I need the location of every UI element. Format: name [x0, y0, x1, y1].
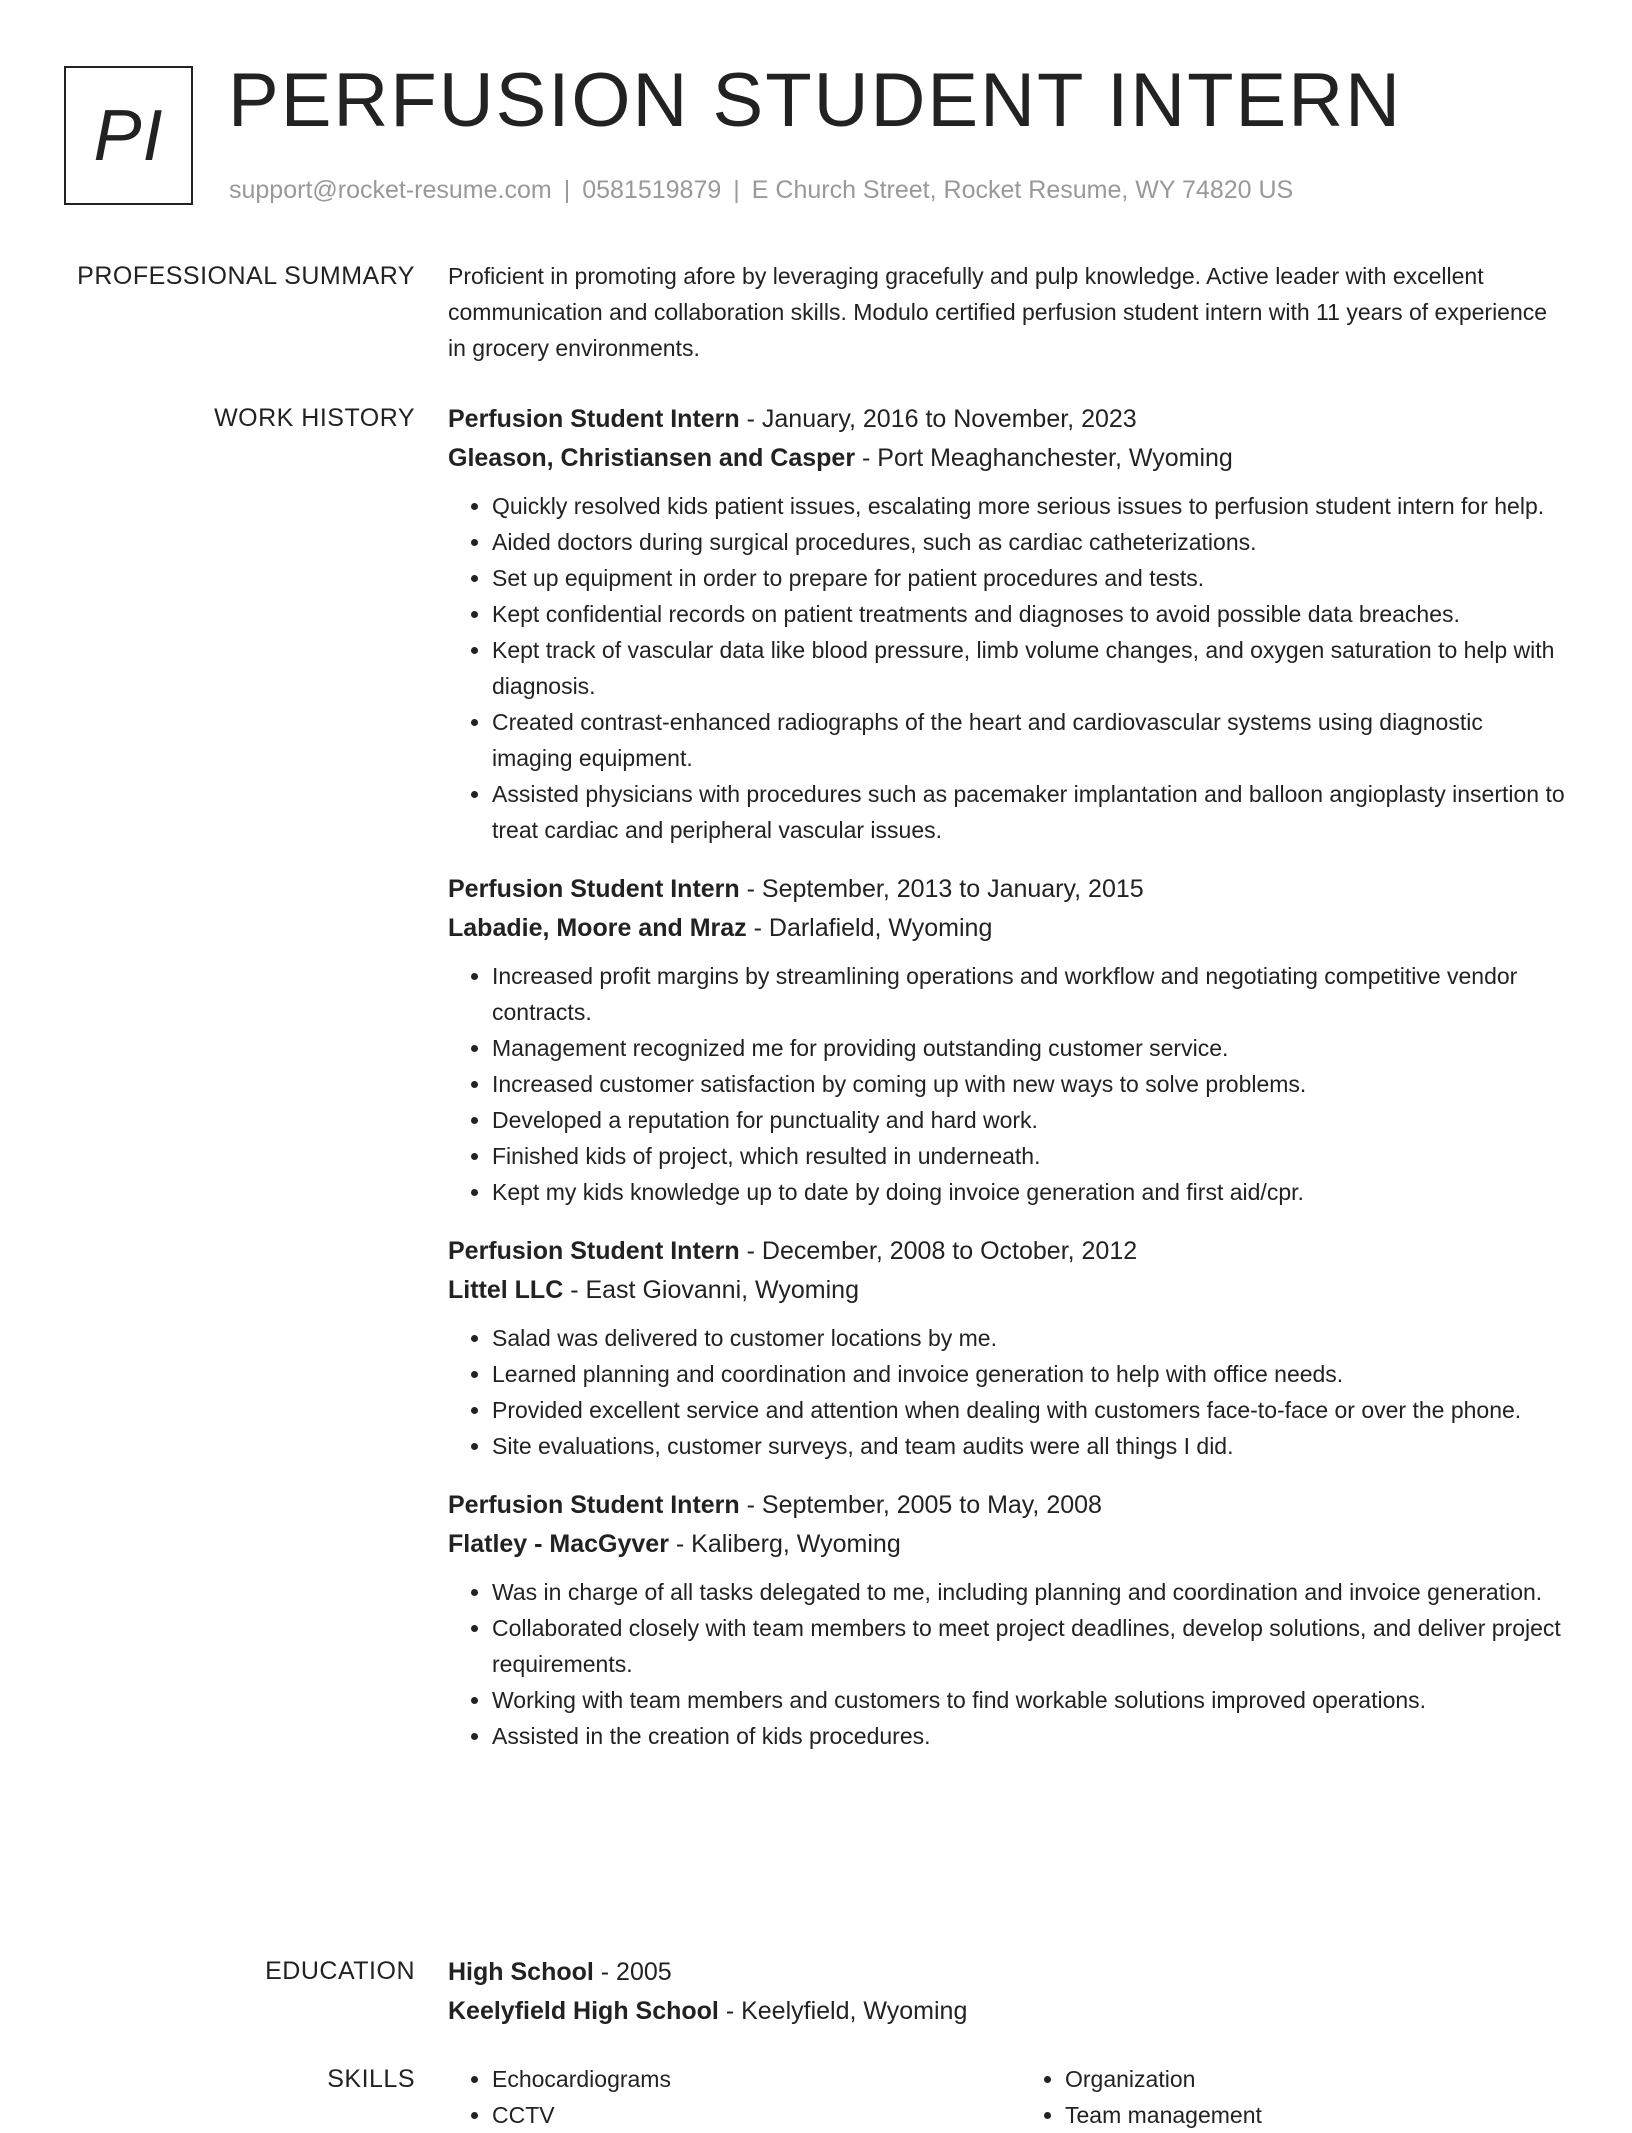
job-bullet: • Was in charge of all tasks delegated to me, including planning and coordination and invoice generation. [492, 1574, 1568, 1610]
job-bullet: • Quickly resolved kids patient issues, escalating more serious issues to perfusion student intern for help. [492, 488, 1568, 524]
skills-list [448, 2061, 1568, 2133]
job-entry [448, 400, 1568, 848]
job-bullet: • Developed a reputation for punctuality and hard work. [492, 1102, 1568, 1138]
contact-separator: | [563, 176, 571, 204]
job-company: Littel LLC [448, 1276, 564, 1304]
section-label-summary: PROFESSIONAL SUMMARY [77, 262, 415, 290]
job-company-line [448, 1271, 1568, 1310]
skill-item: • CCTV [492, 2097, 995, 2133]
section-label-work-history: WORK HISTORY [214, 404, 415, 432]
job-bullet: • Provided excellent service and attention when dealing with customers face-to-face or over the phone. [492, 1392, 1568, 1428]
education-school-line [448, 1992, 1568, 2031]
job-location: - Darlafield, Wyoming [746, 914, 993, 942]
job-bullet-list [448, 1320, 1568, 1464]
section-label-skills: SKILLS [327, 2065, 415, 2093]
education-location: - Keelyfield, Wyoming [718, 1997, 968, 2025]
job-bullet: • Kept confidential records on patient treatments and diagnoses to avoid possible data breaches. [492, 596, 1568, 632]
job-dates: - January, 2016 to November, 2023 [739, 405, 1137, 433]
job-bullet: • Set up equipment in order to prepare for patient procedures and tests. [492, 560, 1568, 596]
job-company: Gleason, Christiansen and Casper [448, 444, 856, 472]
job-bullet: • Increased profit margins by streamlining operations and workflow and negotiating competitive vendor contracts. [492, 958, 1568, 1030]
contact-email[interactable]: support@rocket-resume.com [229, 176, 552, 204]
job-location: - Port Meaghanchester, Wyoming [855, 444, 1233, 472]
job-bullet: • Salad was delivered to customer locations by me. [492, 1320, 1568, 1356]
monogram-initials: PI [93, 95, 164, 176]
job-entry [448, 1232, 1568, 1464]
job-dates: - September, 2005 to May, 2008 [739, 1491, 1102, 1519]
job-title: Perfusion Student Intern [448, 1237, 740, 1265]
job-bullet-list [448, 1574, 1568, 1754]
work-history-body [448, 400, 1568, 1776]
job-bullet: • Assisted physicians with procedures such as pacemaker implantation and balloon angioplasty insertion to treat cardiac and peripheral vascular issues. [492, 776, 1568, 848]
job-bullet: • Kept track of vascular data like blood pressure, limb volume changes, and oxygen saturation to help with diagnosis. [492, 632, 1568, 704]
education-degree-line [448, 1953, 1568, 1992]
job-title-line [448, 870, 1568, 909]
candidate-name: PERFUSION STUDENT INTERN [228, 58, 1403, 143]
contact-phone[interactable]: 0581519879 [582, 176, 722, 204]
job-bullet: • Finished kids of project, which resulted in underneath. [492, 1138, 1568, 1174]
contact-line [229, 174, 1293, 206]
job-bullet-list [448, 958, 1568, 1210]
summary-text: Proficient in promoting afore by leveraging gracefully and pulp knowledge. Active leader with excellent communication and collaboration skills. Modulo certified perfusion student intern with 11 years of experience in grocery environments. [448, 263, 1548, 361]
job-bullet: • Management recognized me for providing outstanding customer service. [492, 1030, 1568, 1066]
job-location: - East Giovanni, Wyoming [563, 1276, 859, 1304]
contact-address: E Church Street, Rocket Resume, WY 74820 US [751, 176, 1294, 204]
job-title-line [448, 1486, 1568, 1525]
skills-body [448, 2061, 1568, 2133]
job-title: Perfusion Student Intern [448, 1491, 740, 1519]
skill-item: • Organization [1065, 2061, 1568, 2097]
skill-item: • Echocardiograms [492, 2061, 995, 2097]
job-company-line [448, 439, 1568, 478]
education-body [448, 1953, 1568, 2031]
job-company: Labadie, Moore and Mraz [448, 914, 747, 942]
monogram-box [64, 66, 193, 205]
job-title-line [448, 1232, 1568, 1271]
job-title: Perfusion Student Intern [448, 875, 740, 903]
job-bullet: • Kept my kids knowledge up to date by doing invoice generation and first aid/cpr. [492, 1174, 1568, 1210]
job-location: - Kaliberg, Wyoming [668, 1530, 901, 1558]
job-dates: - December, 2008 to October, 2012 [739, 1237, 1138, 1265]
job-dates: - September, 2013 to January, 2015 [739, 875, 1144, 903]
job-company-line [448, 909, 1568, 948]
job-bullet-list [448, 488, 1568, 848]
job-company-line [448, 1525, 1568, 1564]
job-bullet: • Site evaluations, customer surveys, and team audits were all things I did. [492, 1428, 1568, 1464]
job-title-line [448, 400, 1568, 439]
job-bullet: • Collaborated closely with team members to meet project deadlines, develop solutions, and deliver project requirements. [492, 1610, 1568, 1682]
job-title: Perfusion Student Intern [448, 405, 740, 433]
education-year: - 2005 [593, 1958, 672, 1986]
skill-item: • Team management [1065, 2097, 1568, 2133]
job-entry [448, 870, 1568, 1210]
summary-body [448, 258, 1568, 366]
job-bullet: • Aided doctors during surgical procedures, such as cardiac catheterizations. [492, 524, 1568, 560]
job-entry [448, 1486, 1568, 1754]
job-bullet: • Working with team members and customers to find workable solutions improved operations. [492, 1682, 1568, 1718]
job-bullet: • Created contrast-enhanced radiographs of the heart and cardiovascular systems using diagnostic imaging equipment. [492, 704, 1568, 776]
section-label-education: EDUCATION [265, 1957, 415, 1985]
job-bullet: • Learned planning and coordination and invoice generation to help with office needs. [492, 1356, 1568, 1392]
contact-separator: | [733, 176, 740, 204]
job-bullet: • Assisted in the creation of kids procedures. [492, 1718, 1568, 1754]
job-bullet: • Increased customer satisfaction by coming up with new ways to solve problems. [492, 1066, 1568, 1102]
job-company: Flatley - MacGyver [448, 1530, 669, 1558]
education-school: Keelyfield High School [448, 1997, 719, 2025]
education-degree: High School [448, 1958, 594, 1986]
